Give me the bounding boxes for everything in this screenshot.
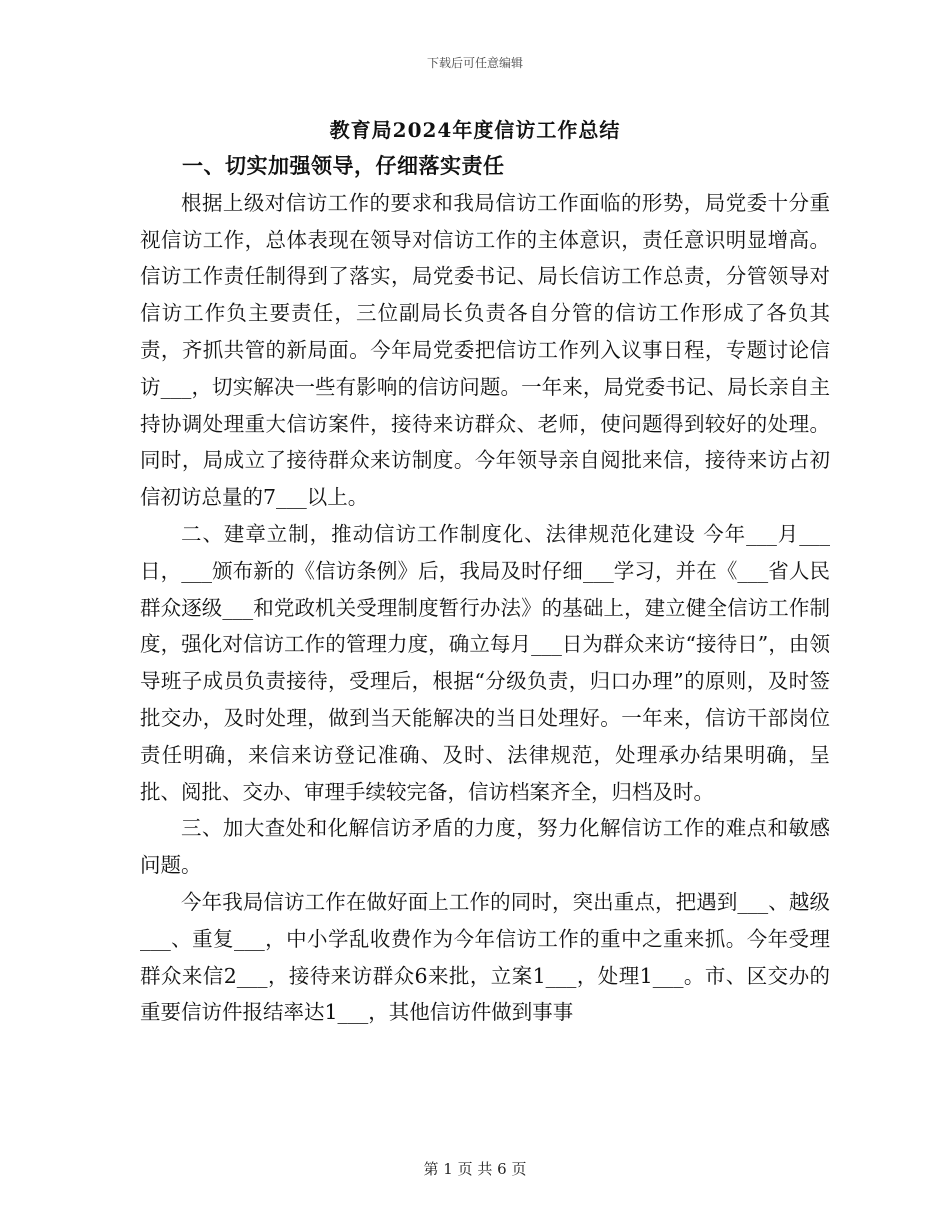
document-body xyxy=(140,148,830,1031)
paragraph-3: 三、加大查处和化解信访矛盾的力度，努力化解信访工作的难点和敏感问题。 xyxy=(140,816,830,878)
header-note: 下载后可任意编辑 xyxy=(426,56,523,70)
paragraph-4: 今年我局信访工作在做好面上工作的同时，突出重点，把遇到___、越级___、重复___，中小学乱收费作为今年信访工作的重中之重来抓。今年受理群众来信2___，接待来访群众6来批，立案1___，处理1___。市、区交办的重要信访件报结率达1___，其他信访件做到事事 xyxy=(140,889,830,1025)
page-number: 第 1 页 共 6 页 xyxy=(423,1160,527,1178)
paragraph-2: 二、建章立制，推动信访工作制度化、法律规范化建设 今年___月___日，___颁布新的《信访条例》后，我局及时仔细___学习，并在《___省人民群众逐级___和党政机关受理制度暂行办法》的基础上，建立健全信访工作制度，强化对信访工作的管理力度，确立每月___日为群众来访“接待日”，由领导班子成员负责接待，受理后，根据“分级负责，归口办理”的原则，及时签批交办，及时处理，做到当天能解决的当日处理好。一年来，信访干部岗位责任明确，来信来访登记准确、及时、法律规范，处理承办结果明确，呈批、阅批、交办、审理手续较完备，信访档案齐全，归档及时。 xyxy=(140,521,830,804)
document-title: 教育局2024年度信访工作总结 xyxy=(329,118,621,142)
paragraph-1: 根据上级对信访工作的要求和我局信访工作面临的形势，局党委十分重视信访工作，总体表现在领导对信访工作的主体意识，责任意识明显增高。信访工作责任制得到了落实，局党委书记、局长信访工作总责，分管领导对信访工作负主要责任，三位副局长负责各自分管的信访工作形成了各负其责，齐抓共管的新局面。今年局党委把信访工作列入议事日程，专题讨论信访___，切实解决一些有影响的信访问题。一年来，局党委书记、局长亲自主持协调处理重大信访案件，接待来访群众、老师，使问题得到较好的处理。同时，局成立了接待群众来访制度。今年领导亲自阅批来信，接待来访占初信初访总量的7___以上。 xyxy=(140,190,830,510)
section-heading-1: 一、切实加强领导，仔细落实责任 xyxy=(182,153,505,178)
